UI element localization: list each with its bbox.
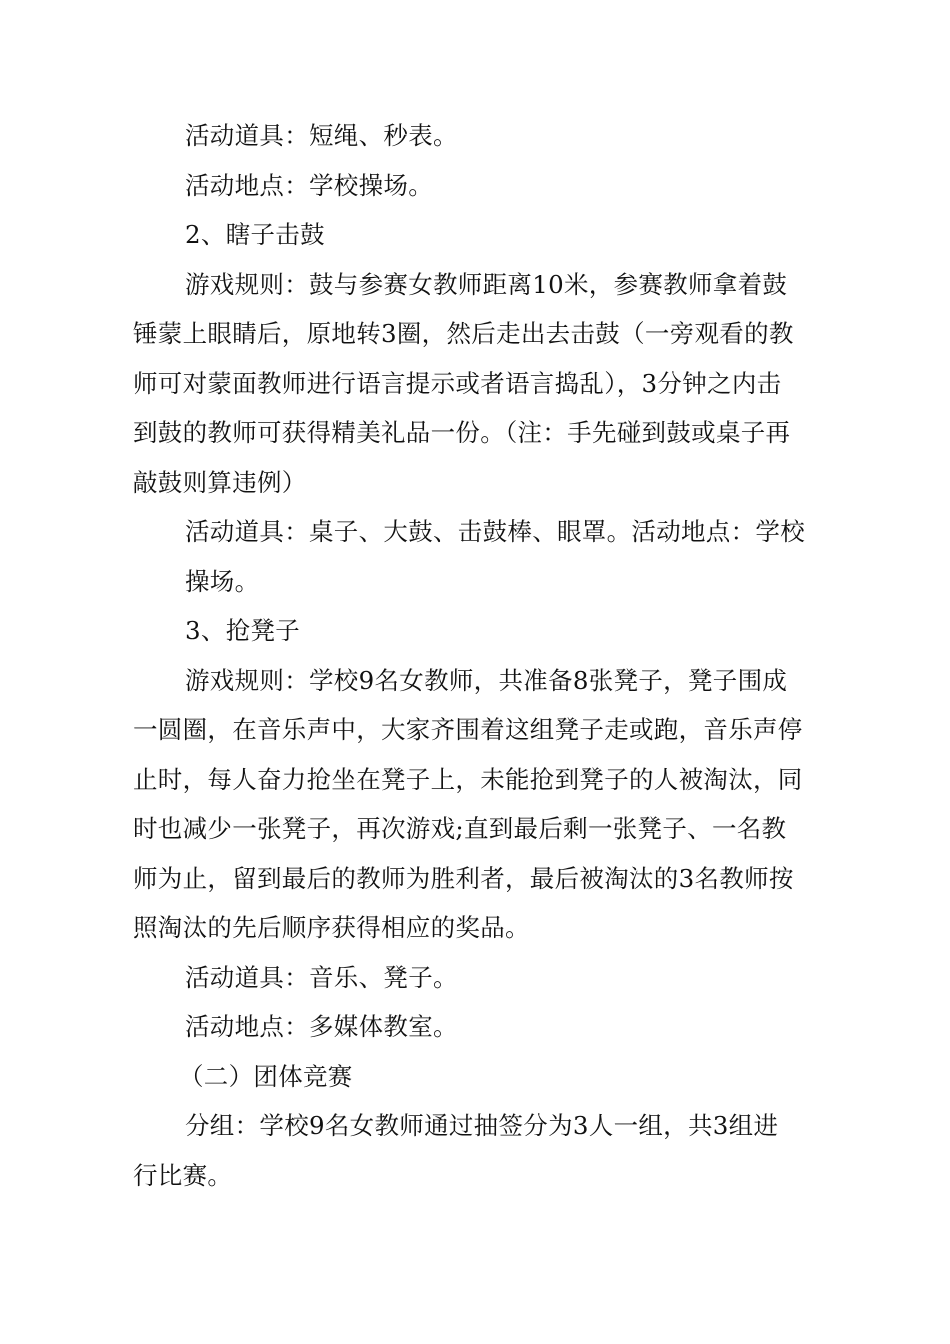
grouping-line-b: 行比赛。: [133, 1160, 233, 1190]
document-body: [133, 111, 823, 1200]
rules-line-2e: 敲鼓则算违例）: [133, 467, 307, 497]
grouping-line-a: 分组：学校9名女教师通过抽签分为3人一组，共3组进: [185, 1111, 779, 1140]
props-line-2a: 活动道具：桌子、大鼓、击鼓棒、眼罩。活动地点：学校: [185, 517, 805, 546]
section-heading-blind-drum: 2、瞎子击鼓: [185, 220, 325, 249]
rules-line-3e: 师为止，留到最后的教师为胜利者，最后被淘汰的3名教师按: [133, 863, 794, 893]
location-line-3: 活动地点：多媒体教室。: [185, 1012, 458, 1041]
rules-line-3c: 止时，每人奋力抢坐在凳子上，未能抢到凳子的人被淘汰，同: [133, 764, 803, 794]
rules-line-2a: 游戏规则：鼓与参赛女教师距离10米，参赛教师拿着鼓: [185, 269, 788, 299]
props-line-3: 活动道具：音乐、凳子。: [185, 962, 458, 992]
rules-line-3a: 游戏规则：学校9名女教师，共准备8张凳子，凳子围成: [185, 665, 788, 695]
props-line-1: 活动道具：短绳、秒表。: [185, 121, 458, 150]
location-line-1: 活动地点：学校操场。: [185, 170, 433, 200]
rules-line-2d: 到鼓的教师可获得精美礼品一份。（注：手先碰到鼓或桌子再: [133, 418, 791, 447]
rules-line-3f: 照淘汰的先后顺序获得相应的奖品。: [133, 913, 530, 942]
rules-line-2c: 师可对蒙面教师进行语言提示或者语言捣乱），3分钟之内击: [133, 368, 782, 398]
rules-line-3d: 时也减少一张凳子，再次游戏;直到最后剩一张凳子、一名教: [133, 814, 787, 843]
rules-line-3b: 一圆圈，在音乐声中，大家齐围着这组凳子走或跑，音乐声停: [133, 715, 803, 744]
props-line-2b: 操场。: [185, 566, 260, 596]
section-heading-team-competition: （二）团体竞赛: [179, 1061, 353, 1091]
rules-line-2b: 锤蒙上眼睛后，原地转3圈，然后走出去击鼓（一旁观看的教: [133, 319, 794, 348]
section-heading-musical-chairs: 3、抢凳子: [185, 616, 301, 645]
